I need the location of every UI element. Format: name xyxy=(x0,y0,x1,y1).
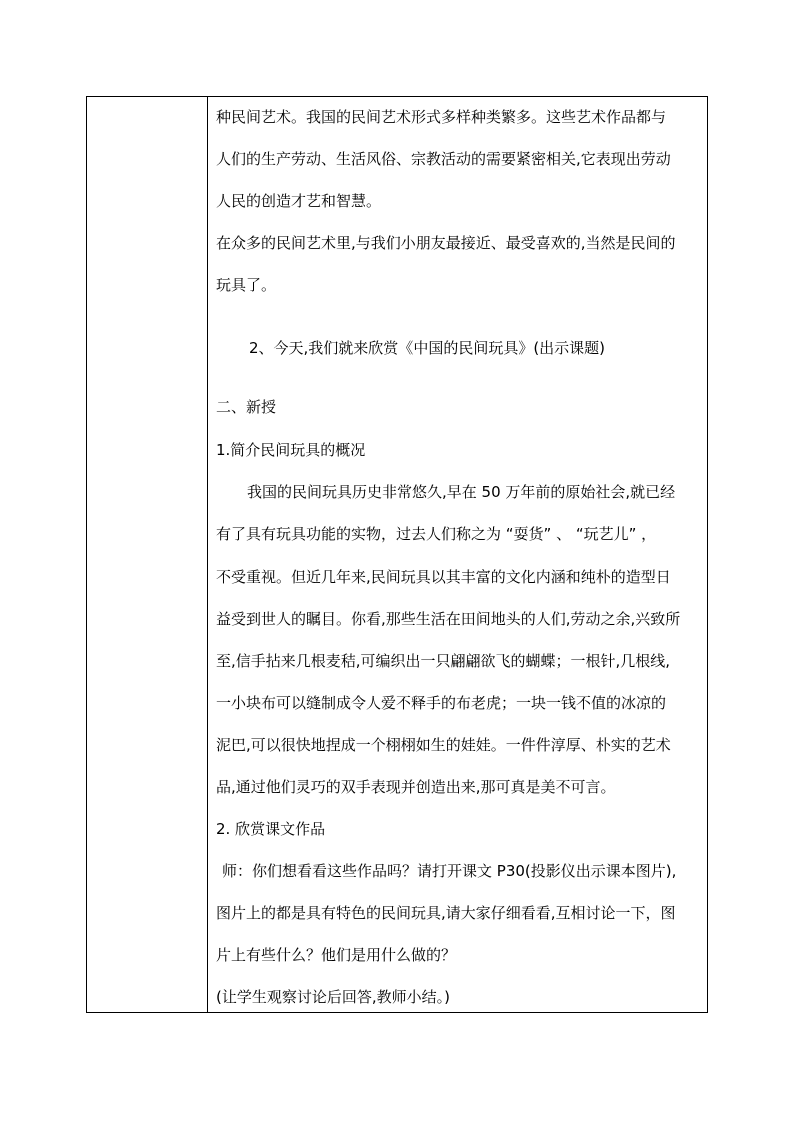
left-column-cell xyxy=(87,97,208,1012)
text-line: 不受重视。但近几年来,民间玩具以其丰富的文化内涵和纯朴的造型日 xyxy=(216,568,671,586)
text-line: 2、今天,我们就来欣赏《中国的民间玩具》(出示课题) xyxy=(249,339,606,357)
text-line: 品,通过他们灵巧的双手表现并创造出来,那可真是美不可言。 xyxy=(216,778,616,796)
text-line: 玩具了。 xyxy=(216,276,277,294)
text-line: 我国的民间玩具历史非常悠久,早在 50 万年前的原始社会,就已经 xyxy=(247,483,676,501)
text-line: (让学生观察讨论后回答,教师小结。) xyxy=(216,988,450,1006)
text-line: 师：你们想看看这些作品吗？请打开课文 P30(投影仪出示课本图片), xyxy=(222,862,677,880)
text-line: 有了具有玩具功能的实物，过去人们称之为 “耍货” 、 “玩艺儿” ， xyxy=(216,525,657,543)
text-line: 在众多的民间艺术里,与我们小朋友最接近、最受喜欢的,当然是民间的 xyxy=(216,234,676,252)
content-cell xyxy=(208,97,707,1012)
subsection-heading: 1.简介民间玩具的概况 xyxy=(216,441,366,459)
text-line: 泥巴,可以很快地捏成一个栩栩如生的娃娃。一件件淳厚、朴实的艺术 xyxy=(216,736,671,754)
text-line: 人民的创造才艺和智慧。 xyxy=(216,192,382,210)
text-line: 益受到世人的瞩目。你看,那些生活在田间地头的人们,劳动之余,兴致所 xyxy=(216,610,681,628)
text-line: 片上有些什么？他们是用什么做的？ xyxy=(216,946,457,964)
subsection-heading: 2. 欣赏课文作品 xyxy=(216,820,326,838)
text-line: 一小块布可以缝制成令人爱不释手的布老虎；一块一钱不值的冰凉的 xyxy=(216,694,667,712)
section-heading: 二、新授 xyxy=(216,398,277,416)
lesson-table xyxy=(86,96,708,1013)
text-line: 至,信手拈来几根麦秸,可编织出一只翩翩欲飞的蝴蝶；一根针,几根线, xyxy=(216,652,671,670)
text-line: 种民间艺术。我国的民间艺术形式多样种类繁多。这些艺术作品都与 xyxy=(216,108,667,126)
text-line: 人们的生产劳动、生活风俗、宗教活动的需要紧密相关,它表现出劳动 xyxy=(216,150,671,168)
text-line: 图片上的都是具有特色的民间玩具,请大家仔细看看,互相讨论一下，图 xyxy=(216,904,676,922)
